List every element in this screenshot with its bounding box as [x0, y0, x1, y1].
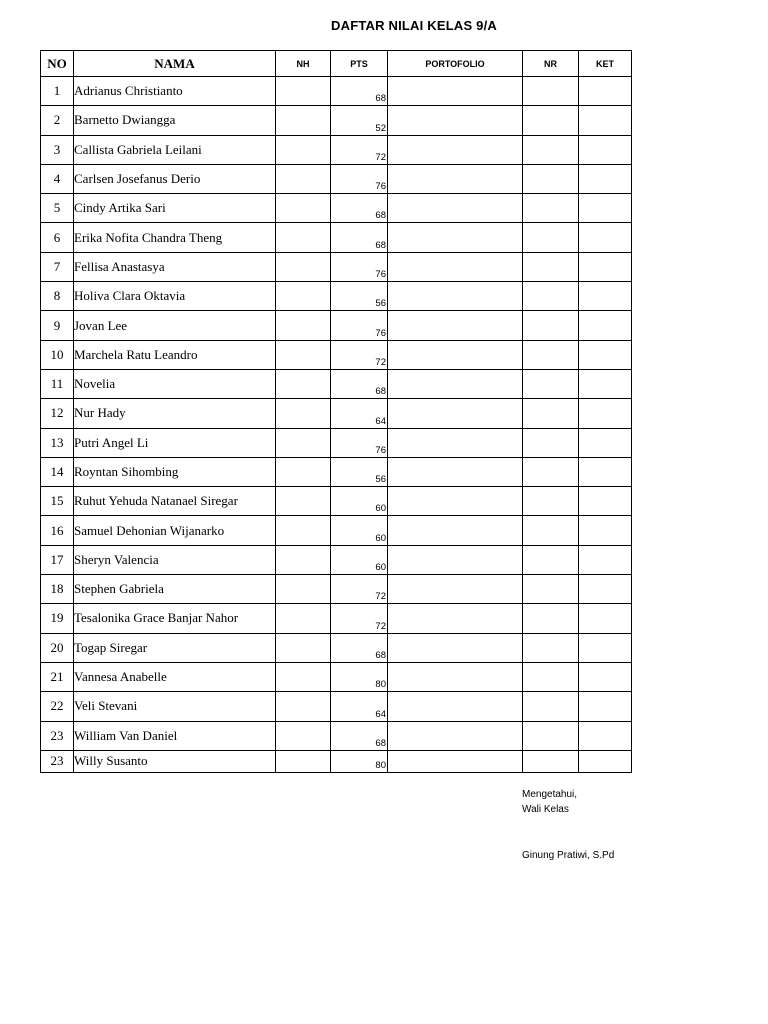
cell-nr — [523, 575, 579, 604]
cell-pts: 72 — [331, 604, 388, 633]
table-row — [41, 77, 632, 106]
cell-nama: Erika Nofita Chandra Theng — [74, 223, 276, 252]
cell-nama: Holiva Clara Oktavia — [74, 282, 276, 311]
table-row — [41, 692, 632, 721]
cell-ket — [579, 106, 632, 135]
cell-no: 14 — [41, 457, 74, 486]
cell-ket — [579, 77, 632, 106]
cell-ket — [579, 516, 632, 545]
cell-no: 20 — [41, 633, 74, 662]
cell-ket — [579, 223, 632, 252]
cell-portofolio — [388, 692, 523, 721]
table-row — [41, 369, 632, 398]
cell-nh — [276, 194, 331, 223]
cell-pts: 80 — [331, 750, 388, 772]
cell-ket — [579, 662, 632, 691]
cell-nama: Vannesa Anabelle — [74, 662, 276, 691]
cell-nama: Samuel Dehonian Wijanarko — [74, 516, 276, 545]
cell-portofolio — [388, 311, 523, 340]
cell-nh — [276, 633, 331, 662]
cell-portofolio — [388, 750, 523, 772]
cell-no: 18 — [41, 575, 74, 604]
cell-no: 5 — [41, 194, 74, 223]
cell-no: 15 — [41, 487, 74, 516]
table-row — [41, 545, 632, 574]
cell-portofolio — [388, 545, 523, 574]
cell-nr — [523, 633, 579, 662]
cell-nr — [523, 487, 579, 516]
cell-nama: Ruhut Yehuda Natanael Siregar — [74, 487, 276, 516]
cell-portofolio — [388, 77, 523, 106]
cell-nh — [276, 721, 331, 750]
cell-portofolio — [388, 340, 523, 369]
table-row — [41, 721, 632, 750]
cell-nama: William Van Daniel — [74, 721, 276, 750]
cell-nama: Adrianus Christianto — [74, 77, 276, 106]
cell-portofolio — [388, 633, 523, 662]
table-row — [41, 428, 632, 457]
cell-nh — [276, 135, 331, 164]
cell-nama: Nur Hady — [74, 399, 276, 428]
cell-portofolio — [388, 457, 523, 486]
cell-nr — [523, 164, 579, 193]
cell-no: 1 — [41, 77, 74, 106]
cell-no: 23 — [41, 721, 74, 750]
cell-no: 11 — [41, 369, 74, 398]
grades-table — [40, 50, 632, 773]
cell-nama: Callista Gabriela Leilani — [74, 135, 276, 164]
cell-portofolio — [388, 516, 523, 545]
cell-portofolio — [388, 399, 523, 428]
cell-nh — [276, 77, 331, 106]
cell-no: 10 — [41, 340, 74, 369]
cell-ket — [579, 633, 632, 662]
cell-ket — [579, 750, 632, 772]
table-row — [41, 399, 632, 428]
cell-nr — [523, 721, 579, 750]
cell-pts: 56 — [331, 457, 388, 486]
cell-ket — [579, 311, 632, 340]
cell-nama: Cindy Artika Sari — [74, 194, 276, 223]
cell-ket — [579, 194, 632, 223]
table-row — [41, 311, 632, 340]
cell-nr — [523, 750, 579, 772]
table-row — [41, 487, 632, 516]
cell-nama: Tesalonika Grace Banjar Nahor — [74, 604, 276, 633]
cell-ket — [579, 692, 632, 721]
cell-no: 17 — [41, 545, 74, 574]
table-row — [41, 194, 632, 223]
table-row — [41, 164, 632, 193]
cell-no: 13 — [41, 428, 74, 457]
cell-nh — [276, 340, 331, 369]
cell-ket — [579, 545, 632, 574]
cell-no: 8 — [41, 282, 74, 311]
header-nh: NH — [276, 51, 331, 77]
cell-nr — [523, 545, 579, 574]
cell-nama: Marchela Ratu Leandro — [74, 340, 276, 369]
table-body — [41, 77, 632, 773]
cell-pts: 80 — [331, 662, 388, 691]
header-ket: KET — [579, 51, 632, 77]
cell-ket — [579, 340, 632, 369]
cell-pts: 64 — [331, 399, 388, 428]
cell-pts: 68 — [331, 369, 388, 398]
cell-nama: Fellisa Anastasya — [74, 252, 276, 281]
cell-ket — [579, 487, 632, 516]
cell-pts: 68 — [331, 721, 388, 750]
cell-ket — [579, 604, 632, 633]
table-row — [41, 662, 632, 691]
cell-pts: 72 — [331, 575, 388, 604]
cell-ket — [579, 428, 632, 457]
cell-portofolio — [388, 428, 523, 457]
cell-nama: Jovan Lee — [74, 311, 276, 340]
table-row — [41, 135, 632, 164]
cell-nh — [276, 399, 331, 428]
cell-portofolio — [388, 223, 523, 252]
cell-portofolio — [388, 252, 523, 281]
cell-ket — [579, 282, 632, 311]
cell-nama: Putri Angel Li — [74, 428, 276, 457]
cell-nr — [523, 135, 579, 164]
cell-pts: 60 — [331, 516, 388, 545]
cell-pts: 64 — [331, 692, 388, 721]
cell-pts: 76 — [331, 311, 388, 340]
signature-acknowledged: Mengetahui, — [522, 789, 578, 800]
cell-pts: 68 — [331, 194, 388, 223]
cell-nr — [523, 194, 579, 223]
cell-nh — [276, 545, 331, 574]
table-row — [41, 633, 632, 662]
cell-nama: Willy Susanto — [74, 750, 276, 772]
cell-no: 4 — [41, 164, 74, 193]
cell-nama: Novelia — [74, 369, 276, 398]
cell-nama: Togap Siregar — [74, 633, 276, 662]
cell-nr — [523, 106, 579, 135]
cell-nh — [276, 428, 331, 457]
cell-no: 23 — [41, 750, 74, 772]
cell-nh — [276, 457, 331, 486]
cell-portofolio — [388, 487, 523, 516]
cell-nr — [523, 428, 579, 457]
cell-pts: 60 — [331, 487, 388, 516]
cell-nr — [523, 252, 579, 281]
table-row — [41, 340, 632, 369]
cell-no: 6 — [41, 223, 74, 252]
header-no: NO — [41, 51, 74, 77]
page-title: DAFTAR NILAI KELAS 9/A — [331, 18, 497, 33]
cell-nh — [276, 106, 331, 135]
table-row — [41, 575, 632, 604]
cell-portofolio — [388, 662, 523, 691]
cell-nr — [523, 399, 579, 428]
cell-nama: Carlsen Josefanus Derio — [74, 164, 276, 193]
table-row — [41, 106, 632, 135]
cell-pts: 76 — [331, 252, 388, 281]
cell-no: 9 — [41, 311, 74, 340]
cell-portofolio — [388, 282, 523, 311]
cell-nr — [523, 223, 579, 252]
cell-no: 3 — [41, 135, 74, 164]
cell-nh — [276, 252, 331, 281]
cell-nr — [523, 516, 579, 545]
cell-ket — [579, 457, 632, 486]
cell-nr — [523, 311, 579, 340]
cell-portofolio — [388, 721, 523, 750]
cell-portofolio — [388, 369, 523, 398]
cell-nh — [276, 692, 331, 721]
cell-nr — [523, 457, 579, 486]
table-row — [41, 516, 632, 545]
cell-nr — [523, 662, 579, 691]
table-row — [41, 457, 632, 486]
cell-nh — [276, 282, 331, 311]
cell-nr — [523, 77, 579, 106]
table-row — [41, 750, 632, 772]
cell-no: 16 — [41, 516, 74, 545]
cell-pts: 68 — [331, 223, 388, 252]
cell-pts: 76 — [331, 164, 388, 193]
cell-nh — [276, 369, 331, 398]
cell-no: 7 — [41, 252, 74, 281]
cell-nh — [276, 662, 331, 691]
cell-portofolio — [388, 135, 523, 164]
cell-portofolio — [388, 604, 523, 633]
cell-nr — [523, 692, 579, 721]
cell-nr — [523, 369, 579, 398]
cell-ket — [579, 575, 632, 604]
cell-portofolio — [388, 106, 523, 135]
cell-nh — [276, 575, 331, 604]
cell-ket — [579, 721, 632, 750]
cell-portofolio — [388, 575, 523, 604]
table-row — [41, 223, 632, 252]
signature-name: Ginung Pratiwi, S.Pd — [522, 850, 615, 861]
cell-ket — [579, 252, 632, 281]
table-row — [41, 604, 632, 633]
header-nama: NAMA — [74, 51, 276, 77]
cell-pts: 56 — [331, 282, 388, 311]
cell-pts: 72 — [331, 340, 388, 369]
cell-pts: 60 — [331, 545, 388, 574]
cell-ket — [579, 164, 632, 193]
cell-no: 22 — [41, 692, 74, 721]
cell-nh — [276, 487, 331, 516]
cell-pts: 68 — [331, 633, 388, 662]
cell-ket — [579, 135, 632, 164]
cell-nama: Royntan Sihombing — [74, 457, 276, 486]
table-header-row — [41, 51, 632, 77]
cell-portofolio — [388, 194, 523, 223]
cell-nr — [523, 282, 579, 311]
cell-no: 2 — [41, 106, 74, 135]
header-portofolio: PORTOFOLIO — [388, 51, 523, 77]
cell-pts: 68 — [331, 77, 388, 106]
cell-nama: Stephen Gabriela — [74, 575, 276, 604]
cell-nama: Sheryn Valencia — [74, 545, 276, 574]
header-nr: NR — [523, 51, 579, 77]
cell-nh — [276, 223, 331, 252]
cell-nr — [523, 340, 579, 369]
table-row — [41, 252, 632, 281]
cell-no: 19 — [41, 604, 74, 633]
signature-role: Wali Kelas — [522, 804, 569, 815]
table-row — [41, 282, 632, 311]
cell-ket — [579, 399, 632, 428]
cell-nh — [276, 604, 331, 633]
cell-ket — [579, 369, 632, 398]
cell-nh — [276, 750, 331, 772]
cell-no: 21 — [41, 662, 74, 691]
cell-nh — [276, 311, 331, 340]
cell-nama: Barnetto Dwiangga — [74, 106, 276, 135]
cell-no: 12 — [41, 399, 74, 428]
cell-pts: 52 — [331, 106, 388, 135]
cell-nama: Veli Stevani — [74, 692, 276, 721]
cell-nr — [523, 604, 579, 633]
cell-pts: 72 — [331, 135, 388, 164]
header-pts: PTS — [331, 51, 388, 77]
cell-nh — [276, 516, 331, 545]
cell-portofolio — [388, 164, 523, 193]
cell-nh — [276, 164, 331, 193]
cell-pts: 76 — [331, 428, 388, 457]
